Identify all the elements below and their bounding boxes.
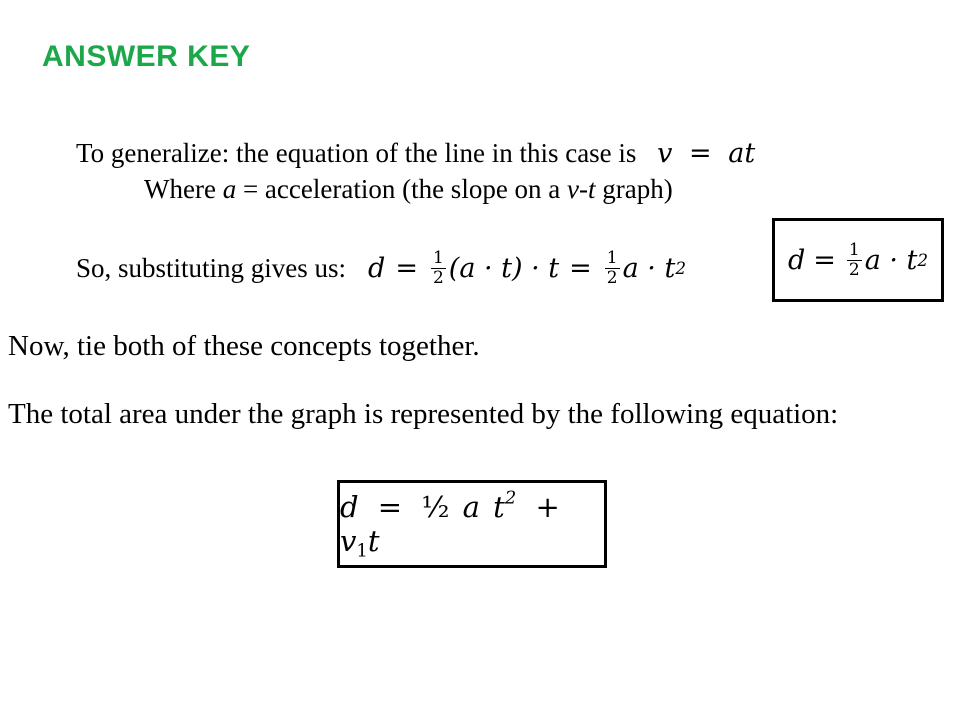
half-fraction: $\frac{1}{2}$ <box>432 247 444 288</box>
substitution-text: So, substituting gives us: <box>76 252 347 283</box>
acceleration-symbol: a <box>222 174 237 204</box>
boxed-half-fraction: $\frac{1}{2}$ <box>848 239 860 280</box>
vt-label: v-t <box>567 174 596 204</box>
velocity-equation: v = at <box>657 138 756 169</box>
tie-concepts-text: Now, tie both of these concepts together. <box>8 330 480 362</box>
where-line: Where a = acceleration (the slope on a v-t graph) <box>144 174 673 204</box>
boxed-final-equation: d = ½ a $t^2 + v_1t$ <box>337 480 607 568</box>
half-fraction-2: $\frac{1}{2}$ <box>606 247 618 288</box>
generalize-text: To generalize: the equation of the line in this case is <box>76 138 637 168</box>
generalize-line <box>76 138 755 169</box>
substitution-equation: d = $\frac{1}{2}$ (a · t) · t = $\frac{1}{2}$ a · t 2 <box>368 247 686 288</box>
page-title: ANSWER KEY <box>42 40 251 73</box>
substitution-line <box>76 238 686 298</box>
total-area-text: The total area under the graph is represented by the following equation: <box>8 398 839 430</box>
boxed-distance-equation: d = $\frac{1}{2}$ a · t 2 <box>772 218 944 302</box>
